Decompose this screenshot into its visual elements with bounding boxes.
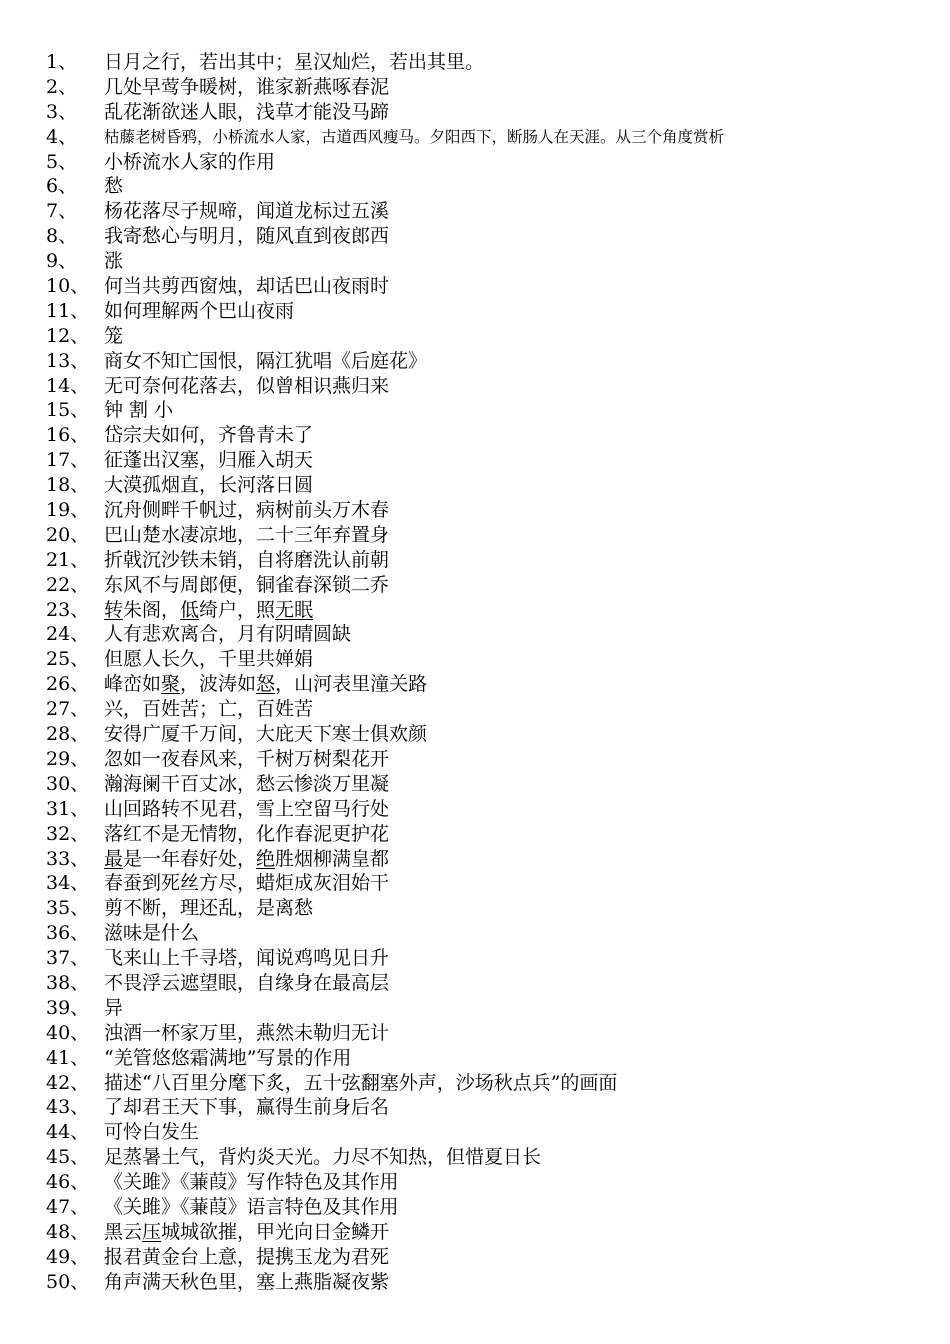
list-item: [0, 50, 950, 75]
list-item: [0, 697, 950, 722]
text-segment: 东风不与周郎便，铜雀春深锁二乔: [104, 573, 390, 596]
list-item-number: 10、: [46, 275, 90, 298]
list-item-number: 43、: [46, 1096, 90, 1119]
list-item-number: 5、: [46, 150, 78, 173]
text-segment: 何当共剪西窗烛，却话巴山夜雨时: [104, 275, 390, 298]
text-segment: 峰峦如: [104, 673, 162, 696]
list-item-text: [104, 722, 427, 747]
text-segment: 春蚕到死丝方尽，蜡炬成灰泪始干: [104, 872, 390, 895]
list-item: [0, 573, 950, 598]
text-segment: 描述“八百里分麾下炙，五十弦翻塞外声，沙场秋点兵”的画面: [104, 1071, 618, 1094]
list-item: [0, 324, 950, 349]
underlined-text: 最: [104, 847, 124, 870]
list-item: [0, 374, 950, 399]
list-item-number: 38、: [46, 971, 90, 994]
text-segment: 绮户，照: [199, 598, 276, 621]
text-segment: 无可奈何花落去，似曾相识燕归来: [104, 374, 390, 397]
list-item-text: [104, 150, 275, 175]
text-segment: 《关雎》《蒹葭》语言特色及其作用: [104, 1195, 399, 1218]
list-item-number: 33、: [46, 847, 90, 870]
text-segment: 足蒸暑土气，背灼炎天光。力尽不知热，但惜夏日长: [104, 1146, 542, 1169]
text-segment: 忽如一夜春风来，千树万树梨花开: [104, 747, 390, 770]
list-item-number: 1、: [46, 51, 78, 73]
underlined-text: 转: [104, 598, 124, 621]
list-item: [0, 199, 950, 224]
text-segment: 枯藤老树昏鸦，小桥流水人家，古道西风瘦马。夕阳西下，断肠人在天涯。从三个角度赏析: [104, 127, 725, 146]
list-item: [0, 423, 950, 448]
numbered-list: [0, 50, 950, 1295]
list-item-number: 49、: [46, 1245, 90, 1268]
list-item-text: [104, 772, 389, 797]
list-item-number: 28、: [46, 723, 90, 746]
list-item: [0, 747, 950, 772]
text-segment: 黑云: [104, 1220, 143, 1243]
text-segment: “羌管悠悠霜满地”写景的作用: [104, 1046, 352, 1069]
list-item-number: 16、: [46, 424, 90, 447]
list-item: [0, 1021, 950, 1046]
list-item: [0, 398, 950, 423]
list-item-number: 20、: [46, 523, 90, 546]
list-item: [0, 75, 950, 100]
underlined-text: 无眠: [275, 598, 314, 621]
list-item-text: [104, 349, 427, 374]
list-item-text: [104, 1071, 617, 1096]
text-segment: 山回路转不见君，雪上空留马行处: [104, 797, 390, 820]
list-item: [0, 1270, 950, 1295]
list-item-text: [104, 797, 389, 822]
list-item-number: 42、: [46, 1071, 90, 1094]
list-item-number: 7、: [46, 200, 78, 223]
list-item-number: 25、: [46, 648, 90, 671]
list-item: [0, 1170, 950, 1195]
list-item-number: 31、: [46, 797, 90, 820]
list-item-text: [104, 125, 724, 150]
text-segment: 但愿人长久，千里共婵娟: [104, 648, 314, 671]
list-item-text: [104, 224, 389, 249]
text-segment: 日月之行，若出其中；星汉灿烂，若出其里。: [104, 51, 485, 73]
text-segment: 岱宗夫如何，齐鲁青未了: [104, 424, 314, 447]
list-item-text: [104, 946, 389, 971]
list-item-number: 27、: [46, 698, 90, 721]
list-item: [0, 647, 950, 672]
list-item-text: [104, 448, 313, 473]
list-item: [0, 274, 950, 299]
list-item: [0, 523, 950, 548]
list-item-text: [104, 1195, 399, 1220]
list-item-text: [104, 100, 389, 125]
list-item-number: 24、: [46, 623, 90, 646]
text-segment: 滋味是什么: [104, 922, 200, 945]
list-item: [0, 622, 950, 647]
list-item-number: 47、: [46, 1195, 90, 1218]
text-segment: 朱阁，: [123, 598, 181, 621]
list-item-text: [104, 199, 389, 224]
text-segment: 瀚海阑干百丈冰，愁云惨淡万里凝: [104, 772, 390, 795]
text-segment: 不畏浮云遮望眼，自缘身在最高层: [104, 971, 390, 994]
list-item-number: 13、: [46, 349, 90, 372]
list-item: [0, 797, 950, 822]
text-segment: 角声满天秋色里，塞上燕脂凝夜紫: [104, 1270, 390, 1293]
list-item-text: [104, 822, 389, 847]
list-item-number: 39、: [46, 996, 90, 1019]
list-item: [0, 1195, 950, 1220]
list-item-number: 22、: [46, 573, 90, 596]
text-segment: 报君黄金台上意，提携玉龙为君死: [104, 1245, 390, 1268]
text-segment: 是一年春好处，: [123, 847, 257, 870]
list-item: [0, 249, 950, 274]
list-item-text: [104, 747, 389, 772]
list-item-text: [104, 249, 123, 274]
list-item-number: 32、: [46, 822, 90, 845]
list-item-text: [104, 1095, 389, 1120]
list-item-text: [104, 921, 199, 946]
list-item: [0, 224, 950, 249]
list-item-text: [104, 697, 313, 722]
list-item-number: 34、: [46, 872, 90, 895]
list-item: [0, 896, 950, 921]
list-item-text: [104, 647, 313, 672]
list-item-text: [104, 847, 389, 872]
list-item: [0, 996, 950, 1021]
list-item-number: 8、: [46, 225, 78, 248]
list-item-number: 23、: [46, 598, 90, 621]
list-item-text: [104, 573, 389, 598]
list-item: [0, 1245, 950, 1270]
document-page: [0, 50, 950, 1295]
list-item-text: [104, 896, 313, 921]
list-item-number: 35、: [46, 897, 90, 920]
list-item: [0, 672, 950, 697]
list-item: [0, 946, 950, 971]
list-item-text: [104, 274, 389, 299]
list-item: [0, 822, 950, 847]
list-item: [0, 1095, 950, 1120]
underlined-text: 绝: [256, 847, 276, 870]
list-item-number: 14、: [46, 374, 90, 397]
list-item-text: [104, 1245, 389, 1270]
list-item-number: 21、: [46, 548, 90, 571]
list-item-number: 46、: [46, 1171, 90, 1194]
list-item-number: 15、: [46, 399, 90, 422]
text-segment: 沉舟侧畔千帆过，病树前头万木春: [104, 499, 390, 522]
text-segment: 兴，百姓苦；亡，百姓苦: [104, 698, 314, 721]
list-item-text: [104, 672, 427, 697]
list-item: [0, 448, 950, 473]
list-item: [0, 100, 950, 125]
text-segment: 征蓬出汉塞，归雁入胡天: [104, 449, 314, 472]
list-item-number: 12、: [46, 324, 90, 347]
text-segment: 小桥流水人家的作用: [104, 150, 276, 173]
list-item: [0, 971, 950, 996]
list-item-text: [104, 75, 389, 100]
list-item-text: [104, 598, 313, 623]
underlined-text: 低: [180, 598, 200, 621]
text-segment: 笼: [104, 324, 124, 347]
list-item-number: 36、: [46, 922, 90, 945]
text-segment: 城城欲摧，甲光向日金鳞开: [161, 1220, 390, 1243]
underlined-text: 压: [142, 1220, 162, 1243]
list-item-number: 18、: [46, 474, 90, 497]
list-item-number: 50、: [46, 1270, 90, 1293]
text-segment: 《关雎》《蒹葭》写作特色及其作用: [104, 1171, 399, 1194]
list-item-number: 44、: [46, 1121, 90, 1144]
text-segment: 了却君王天下事，赢得生前身后名: [104, 1096, 390, 1119]
list-item: [0, 1220, 950, 1245]
list-item-text: [104, 622, 351, 647]
list-item-text: [104, 324, 123, 349]
list-item-text: [104, 1021, 389, 1046]
list-item-text: [104, 473, 313, 498]
list-item-text: [104, 996, 123, 1021]
list-item-text: [104, 398, 173, 423]
underlined-text: 聚: [161, 673, 181, 696]
list-item-text: [104, 174, 123, 199]
list-item-text: [104, 1170, 399, 1195]
list-item-number: 29、: [46, 747, 90, 770]
underlined-text: 怒: [256, 673, 276, 696]
list-item-text: [104, 1120, 199, 1145]
list-item: [0, 1071, 950, 1096]
text-segment: 剪不断，理还乱，是离愁: [104, 897, 314, 920]
text-segment: ，波涛如: [180, 673, 257, 696]
list-item-text: [104, 299, 294, 324]
list-item-number: 37、: [46, 947, 90, 970]
text-segment: 浊酒一杯家万里，燕然未勒归无计: [104, 1021, 390, 1044]
list-item-number: 11、: [46, 299, 90, 322]
list-item-text: [104, 523, 389, 548]
list-item: [0, 847, 950, 872]
text-segment: 落红不是无情物，化作春泥更护花: [104, 822, 390, 845]
list-item-text: [104, 498, 389, 523]
list-item: [0, 498, 950, 523]
list-item: [0, 299, 950, 324]
list-item-text: [104, 871, 389, 896]
list-item: [0, 548, 950, 573]
list-item: [0, 150, 950, 175]
list-item: [0, 174, 950, 199]
text-segment: 乱花渐欲迷人眼，浅草才能没马蹄: [104, 100, 390, 123]
list-item-text: [104, 548, 389, 573]
text-segment: 胜烟柳满皇都: [275, 847, 390, 870]
text-segment: 人有悲欢离合，月有阴晴圆缺: [104, 623, 352, 646]
list-item: [0, 871, 950, 896]
list-item-number: 30、: [46, 772, 90, 795]
list-item-text: [104, 50, 484, 75]
text-segment: 巴山楚水凄凉地，二十三年弃置身: [104, 523, 390, 546]
list-item-text: [104, 1046, 351, 1071]
list-item: [0, 1145, 950, 1170]
list-item-text: [104, 1270, 389, 1295]
list-item-number: 45、: [46, 1146, 90, 1169]
text-segment: 大漠孤烟直，长河落日圆: [104, 474, 314, 497]
text-segment: 折戟沉沙铁未销，自将磨洗认前朝: [104, 548, 390, 571]
text-segment: 钟 割 小: [104, 399, 174, 422]
list-item-number: 48、: [46, 1220, 90, 1243]
list-item-text: [104, 423, 313, 448]
list-item: [0, 125, 950, 150]
text-segment: ，山河表里潼关路: [275, 673, 428, 696]
text-segment: 安得广厦千万间，大庇天下寒士俱欢颜: [104, 723, 428, 746]
text-segment: 我寄愁心与明月，随风直到夜郎西: [104, 225, 390, 248]
list-item: [0, 772, 950, 797]
list-item-number: 19、: [46, 499, 90, 522]
list-item-number: 26、: [46, 673, 90, 696]
list-item: [0, 598, 950, 623]
list-item-text: [104, 1145, 541, 1170]
list-item-text: [104, 374, 389, 399]
list-item: [0, 1120, 950, 1145]
list-item-number: 40、: [46, 1021, 90, 1044]
text-segment: 飞来山上千寻塔，闻说鸡鸣见日升: [104, 947, 390, 970]
list-item: [0, 349, 950, 374]
list-item-number: 41、: [46, 1046, 90, 1069]
text-segment: 涨: [104, 250, 124, 273]
list-item-number: 9、: [46, 250, 78, 273]
list-item: [0, 473, 950, 498]
list-item-number: 6、: [46, 175, 78, 198]
text-segment: 几处早莺争暖树，谁家新燕啄春泥: [104, 75, 390, 98]
list-item-text: [104, 1220, 389, 1245]
text-segment: 异: [104, 996, 124, 1019]
list-item: [0, 722, 950, 747]
list-item: [0, 1046, 950, 1071]
list-item-number: 4、: [46, 125, 78, 148]
list-item-number: 17、: [46, 449, 90, 472]
list-item-number: 3、: [46, 100, 78, 123]
list-item-number: 2、: [46, 75, 78, 98]
list-item-text: [104, 971, 389, 996]
text-segment: 如何理解两个巴山夜雨: [104, 299, 295, 322]
text-segment: 愁: [104, 175, 124, 198]
text-segment: 商女不知亡国恨，隔江犹唱《后庭花》: [104, 349, 428, 372]
text-segment: 可怜白发生: [104, 1121, 200, 1144]
text-segment: 杨花落尽子规啼，闻道龙标过五溪: [104, 200, 390, 223]
list-item: [0, 921, 950, 946]
